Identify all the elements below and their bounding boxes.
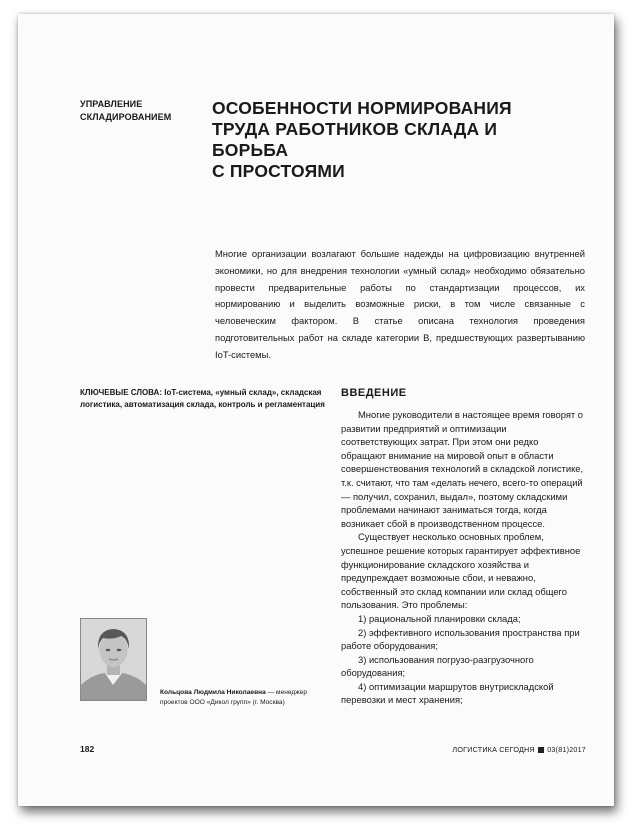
title-line-1: ОСОБЕННОСТИ НОРМИРОВАНИЯ <box>212 98 512 118</box>
journal-issue: 03(81)2017 <box>547 745 586 754</box>
list-item: 3) использования погрузо-разгрузочного оборудования; <box>341 653 534 679</box>
title-line-3: С ПРОСТОЯМИ <box>212 161 345 181</box>
author-name: Кольцова Людмила Николаевна <box>160 689 266 696</box>
section-label <box>80 98 200 124</box>
paragraph: Существует несколько основных проблем, успешное решение которых гарантирует эффективное функционирование складского хозяйства и предупреждает возможные сбои, и неважно, собственный это склад компании или склад общего пользования. Это проблемы: <box>341 531 581 611</box>
list-item: 2) эффективного использования пространства при работе оборудования; <box>341 626 580 652</box>
list-item: 4) оптимизации маршрутов внутрискладской перевозки и мест хранения; <box>341 680 554 706</box>
keywords-label: КЛЮЧЕВЫЕ СЛОВА: <box>80 388 162 397</box>
author-details: — менеджер проектов ООО «Дикол групп» (г. Москва) <box>160 689 307 706</box>
page <box>18 14 614 806</box>
paragraph: Многие руководители в настоящее время говорят о развитии предприятий и оптимизации соответствующих затрат. При этом они редко обращают внимание на мировой опыт в области совершенствования технологий в складской логистике, т.к. считают, что там «делать нечего, всего-то операций — получил, сохранил, выдал», поэтому складскими проблемами начинают заниматься тогда, когда возникает сбой в производственном процессе. <box>341 409 584 529</box>
author-portrait-icon <box>81 619 146 700</box>
title-line-2: ТРУДА РАБОТНИКОВ СКЛАДА И БОРЬБА <box>212 119 498 160</box>
introduction-body <box>341 408 584 707</box>
keywords <box>80 387 325 411</box>
list-item: 1) рациональной планировки склада; <box>358 612 521 624</box>
journal-footer <box>452 745 586 754</box>
page-number: 182 <box>80 744 95 754</box>
author-info <box>160 688 335 708</box>
section-label-line-1: УПРАВЛЕНИЕ <box>80 99 143 109</box>
section-heading-introduction: ВВЕДЕНИЕ <box>341 387 407 399</box>
square-separator-icon <box>538 747 544 753</box>
section-label-line-2: СКЛАДИРОВАНИЕМ <box>80 112 172 122</box>
journal-name: ЛОГИСТИКА СЕГОДНЯ <box>452 745 535 754</box>
abstract: Многие организации возлагают большие надежды на цифровизацию внутренней экономики, но для внедрения технологии «умный склад» необходимо обязательно провести предварительные работы по стандартизации процессов, их нормированию и выделить возможные риски, в том числе связанные с человеческим фактором. В статье описана технология проведения подготовительных работ на складе категории B, предшествующих развертыванию IoT-системы. <box>215 248 585 360</box>
article-title <box>212 98 572 182</box>
author-photo <box>80 618 147 701</box>
keywords-text: IoT-система, «умный склад», складская логистика, автоматизация склада, контроль и регламентация <box>80 388 325 409</box>
